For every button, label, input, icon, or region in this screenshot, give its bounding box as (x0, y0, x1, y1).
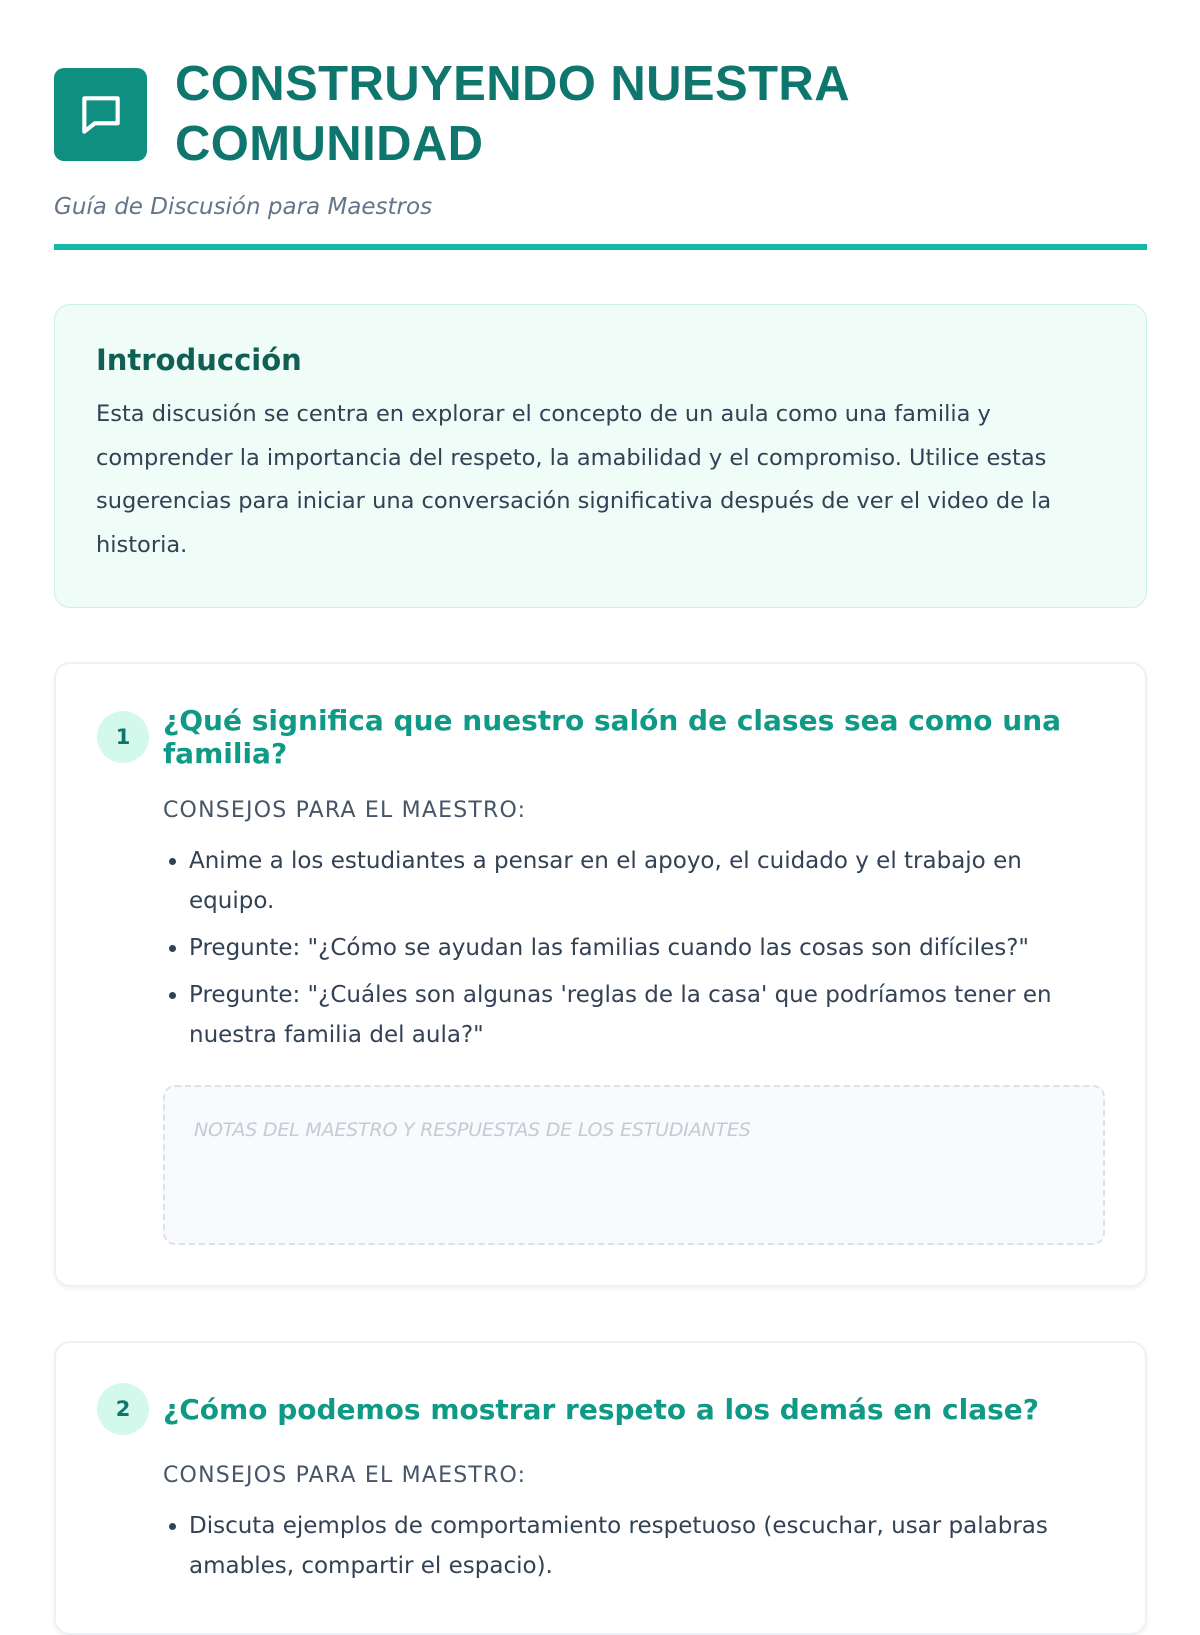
page-subtitle: Guía de Discusión para Maestros (54, 194, 433, 220)
tip-item: • Pregunte: "¿Cómo se ayudan las familias cuando las cosas son difíciles?" (189, 928, 1105, 968)
notes-area[interactable] (163, 1085, 1105, 1245)
notes-label: NOTAS DEL MAESTRO Y RESPUESTAS DE LOS ESTUDIANTES (194, 1119, 751, 1141)
intro-heading: Introducción (96, 343, 302, 377)
tips-list (163, 841, 1105, 1055)
question-text: ¿Cómo podemos mostrar respeto a los demás en clase? (163, 1392, 1039, 1426)
intro-box (54, 304, 1147, 608)
tips-list (163, 1506, 1105, 1586)
question-number-badge: 2 (97, 1383, 149, 1435)
question-number-badge: 1 (97, 711, 149, 763)
chat-bubble-icon (54, 68, 147, 161)
tip-item: • Anime a los estudiantes a pensar en el apoyo, el cuidado y el trabajo en equipo. (189, 841, 1105, 921)
question-body (163, 1463, 1105, 1586)
question-card-1 (54, 662, 1147, 1287)
tip-item: • Discuta ejemplos de comportamiento respetuoso (escuchar, usar palabras amables, compartir el espacio). (189, 1506, 1105, 1586)
tip-item: • Pregunte: "¿Cuáles son algunas 'reglas de la casa' que podríamos tener en nuestra familia del aula?" (189, 975, 1105, 1055)
question-body (163, 798, 1105, 1245)
tips-label: CONSEJOS PARA EL MAESTRO: (163, 1463, 527, 1488)
intro-text: Esta discusión se centra en explorar el concepto de un aula como una familia y comprender la importancia del respeto, la amabilidad y el compromiso. Utilice estas sugerencias para iniciar una conversación significativa después de ver el video de la historia. (96, 401, 1052, 558)
question-card-2 (54, 1341, 1147, 1635)
question-text: ¿Qué significa que nuestro salón de clases sea como una familia? (163, 704, 1062, 770)
question-row (97, 704, 1105, 770)
header (54, 54, 1147, 174)
page-title: CONSTRUYENDO NUESTRA COMUNIDAD (175, 57, 849, 171)
header-divider (54, 244, 1147, 250)
question-row (97, 1383, 1105, 1435)
tips-label: CONSEJOS PARA EL MAESTRO: (163, 798, 527, 823)
